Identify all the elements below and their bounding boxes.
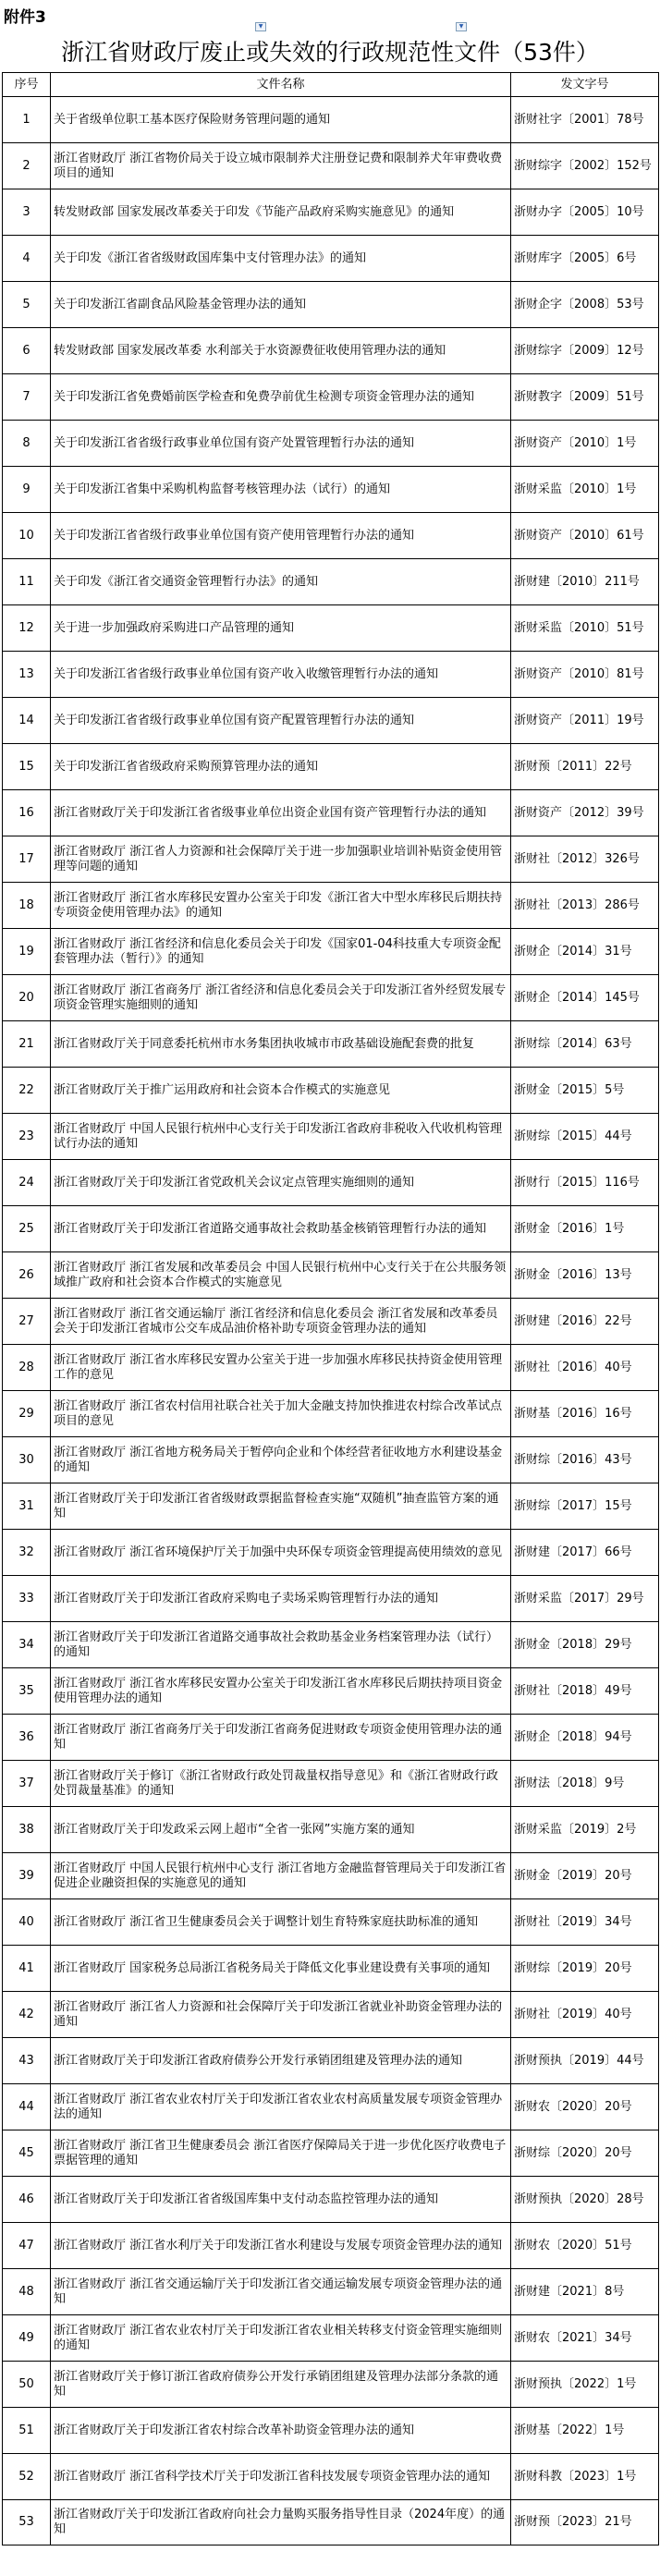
row-number-cell[interactable]: 23 (3, 1114, 51, 1160)
table-row (3, 2362, 659, 2408)
row-number-cell[interactable]: 36 (3, 1715, 51, 1761)
table-row (3, 1899, 659, 1946)
row-number-cell[interactable]: 50 (3, 2362, 51, 2408)
table-row (3, 1530, 659, 1576)
row-number-cell[interactable]: 3 (3, 189, 51, 236)
document-number-cell[interactable]: 浙财综〔2015〕44号 (511, 1114, 659, 1160)
document-number-cell[interactable]: 浙财资产〔2010〕81号 (511, 652, 659, 698)
document-number-cell[interactable]: 浙财建〔2021〕8号 (511, 2269, 659, 2315)
row-number-cell[interactable]: 17 (3, 836, 51, 883)
row-number-cell[interactable]: 5 (3, 282, 51, 328)
document-number-cell[interactable]: 浙财企〔2014〕31号 (511, 929, 659, 975)
table-row (3, 2500, 659, 2545)
row-number-cell[interactable]: 45 (3, 2130, 51, 2177)
row-number-cell[interactable]: 26 (3, 1252, 51, 1299)
table-row (3, 513, 659, 559)
document-number-cell[interactable]: 浙财农〔2020〕20号 (511, 2084, 659, 2130)
table-row (3, 1853, 659, 1899)
document-name-cell[interactable]: 浙江省财政厅 浙江省卫生健康委员会关于调整计划生育特殊家庭扶助标准的通知 (51, 1899, 511, 1946)
document-name-cell[interactable]: 浙江省财政厅 浙江省农业农村厅关于印发浙江省农业农村高质量发展专项资金管理办法的通知 (51, 2084, 511, 2130)
document-name-cell[interactable]: 浙江省财政厅 浙江省水库移民安置办公室关于印发浙江省水库移民后期扶持项目资金使用管理办法的通知 (51, 1668, 511, 1715)
document-name-cell[interactable]: 浙江省财政厅关于印发浙江省道路交通事故社会救助基金核销管理暂行办法的通知 (51, 1206, 511, 1252)
row-number-cell[interactable]: 32 (3, 1530, 51, 1576)
document-number-cell[interactable]: 浙财行〔2015〕116号 (511, 1160, 659, 1206)
row-number-cell[interactable]: 34 (3, 1622, 51, 1668)
document-number-cell[interactable]: 浙财预执〔2020〕28号 (511, 2177, 659, 2223)
table-row (3, 744, 659, 790)
document-name-cell[interactable]: 浙江省财政厅 浙江省商务厅关于印发浙江省商务促进财政专项资金使用管理办法的通知 (51, 1715, 511, 1761)
document-name-cell[interactable]: 浙江省财政厅 浙江省地方税务局关于暂停向企业和个体经营者征收地方水利建设基金的通知 (51, 1437, 511, 1483)
table-body (3, 97, 659, 2545)
row-number-cell[interactable]: 15 (3, 744, 51, 790)
document-name-cell[interactable]: 关于印发浙江省省级行政事业单位国有资产使用管理暂行办法的通知 (51, 513, 511, 559)
filter-dropdown-icon[interactable]: ▼ (456, 22, 467, 31)
row-number-cell[interactable]: 12 (3, 605, 51, 652)
document-name-cell[interactable]: 浙江省财政厅关于印发浙江省省级财政票据监督检查实施“双随机”抽查监管方案的通知 (51, 1483, 511, 1530)
table-row (3, 1576, 659, 1622)
row-number-cell[interactable]: 4 (3, 236, 51, 282)
table-row (3, 467, 659, 513)
document-name-cell[interactable]: 浙江省财政厅 浙江省人力资源和社会保障厅关于印发浙江省就业补助资金管理办法的通知 (51, 1992, 511, 2038)
table-row (3, 929, 659, 975)
document-name-cell[interactable]: 转发财政部 国家发展改革委 水利部关于水资源费征收使用管理办法的通知 (51, 328, 511, 374)
document-name-cell[interactable]: 转发财政部 国家发展改革委关于印发《节能产品政府采购实施意见》的通知 (51, 189, 511, 236)
table-row (3, 2408, 659, 2454)
document-name-cell[interactable]: 浙江省财政厅关于同意委托杭州市水务集团执收城市市政基础设施配套费的批复 (51, 1021, 511, 1068)
row-number-cell[interactable]: 33 (3, 1576, 51, 1622)
document-name-cell[interactable]: 浙江省财政厅关于印发浙江省政府债券公开发行承销团组建及管理办法的通知 (51, 2038, 511, 2084)
table-row (3, 1160, 659, 1206)
document-number-cell[interactable]: 浙财建〔2010〕211号 (511, 559, 659, 605)
document-name-cell[interactable]: 关于省级单位职工基本医疗保险财务管理问题的通知 (51, 97, 511, 143)
table-row (3, 1437, 659, 1483)
row-number-cell[interactable]: 19 (3, 929, 51, 975)
document-name-cell[interactable]: 浙江省财政厅 浙江省水利厅关于印发浙江省水利建设与发展专项资金管理办法的通知 (51, 2223, 511, 2269)
table-row (3, 1761, 659, 1807)
table-row (3, 1946, 659, 1992)
row-number-cell[interactable]: 35 (3, 1668, 51, 1715)
document-number-cell[interactable]: 浙财资产〔2011〕19号 (511, 698, 659, 744)
document-name-cell[interactable]: 浙江省财政厅 浙江省商务厅 浙江省经济和信息化委员会关于印发浙江省外经贸发展专项资金管理实施细则的通知 (51, 975, 511, 1021)
document-number-cell[interactable]: 浙财金〔2015〕5号 (511, 1068, 659, 1114)
table-row (3, 1345, 659, 1391)
table-row (3, 1206, 659, 1252)
document-number-cell[interactable]: 浙财综〔2019〕20号 (511, 1946, 659, 1992)
table-row (3, 1668, 659, 1715)
document-number-cell[interactable]: 浙财企字〔2008〕53号 (511, 282, 659, 328)
row-number-cell[interactable]: 20 (3, 975, 51, 1021)
header-doc-number: 发文字号 (511, 73, 659, 97)
filter-dropdown-icon[interactable]: ▼ (255, 22, 266, 31)
table-row (3, 2084, 659, 2130)
document-title: 浙江省财政厅废止或失效的行政规范性文件（53件） (61, 39, 599, 66)
table-row (3, 1715, 659, 1761)
document-name-cell[interactable]: 浙江省财政厅 浙江省物价局关于设立城市限制养犬注册登记费和限制养犬年审费收费项目的通知 (51, 143, 511, 189)
document-name-cell[interactable]: 浙江省财政厅 浙江省经济和信息化委员会关于印发《国家01-04科技重大专项资金配套管理办法（暂行）》的通知 (51, 929, 511, 975)
document-number-cell[interactable]: 浙财办字〔2005〕10号 (511, 189, 659, 236)
document-number-cell[interactable]: 浙财综字〔2009〕12号 (511, 328, 659, 374)
regulations-table (2, 72, 659, 2545)
table-row (3, 1622, 659, 1668)
table-row (3, 2223, 659, 2269)
table-row (3, 652, 659, 698)
document-number-cell[interactable]: 浙财基〔2022〕1号 (511, 2408, 659, 2454)
document-name-cell[interactable]: 浙江省财政厅关于修订浙江省政府债券公开发行承销团组建及管理办法部分条款的通知 (51, 2362, 511, 2408)
document-name-cell[interactable]: 浙江省财政厅 浙江省发展和改革委员会 中国人民银行杭州中心支行关于在公共服务领域推广政府和社会资本合作模式的实施意见 (51, 1252, 511, 1299)
document-number-cell[interactable]: 浙财金〔2019〕20号 (511, 1853, 659, 1899)
document-name-cell[interactable]: 关于印发浙江省省级政府采购预算管理办法的通知 (51, 744, 511, 790)
table-row (3, 698, 659, 744)
row-number-cell[interactable]: 44 (3, 2084, 51, 2130)
document-name-cell[interactable]: 关于进一步加强政府采购进口产品管理的通知 (51, 605, 511, 652)
document-name-cell[interactable]: 浙江省财政厅 浙江省农村信用社联合社关于加大金融支持加快推进农村综合改革试点项目的意见 (51, 1391, 511, 1437)
table-row (3, 421, 659, 467)
document-number-cell[interactable]: 浙财预〔2023〕21号 (511, 2500, 659, 2545)
document-number-cell[interactable]: 浙财资产〔2010〕61号 (511, 513, 659, 559)
document-number-cell[interactable]: 浙财企〔2014〕145号 (511, 975, 659, 1021)
document-name-cell[interactable]: 浙江省财政厅 浙江省水库移民安置办公室关于印发《浙江省大中型水库移民后期扶持专项资金使用管理办法》的通知 (51, 883, 511, 929)
table-row (3, 975, 659, 1021)
document-number-cell[interactable]: 浙财金〔2016〕13号 (511, 1252, 659, 1299)
header-name: 文件名称 (51, 73, 511, 97)
row-number-cell[interactable]: 31 (3, 1483, 51, 1530)
row-number-cell[interactable]: 30 (3, 1437, 51, 1483)
table-row (3, 1114, 659, 1160)
table-row (3, 2130, 659, 2177)
table-row (3, 2177, 659, 2223)
row-number-cell[interactable]: 47 (3, 2223, 51, 2269)
document-name-cell[interactable]: 关于印发《浙江省省级财政国库集中支付管理办法》的通知 (51, 236, 511, 282)
document-name-cell[interactable]: 关于印发浙江省省级行政事业单位国有资产处置管理暂行办法的通知 (51, 421, 511, 467)
document-number-cell[interactable]: 浙财教字〔2009〕51号 (511, 374, 659, 421)
document-number-cell[interactable]: 浙财综〔2014〕63号 (511, 1021, 659, 1068)
document-name-cell[interactable]: 浙江省财政厅关于印发浙江省政府采购电子卖场采购管理暂行办法的通知 (51, 1576, 511, 1622)
table-row (3, 2315, 659, 2362)
document-number-cell[interactable]: 浙财采监〔2010〕51号 (511, 605, 659, 652)
row-number-cell[interactable]: 14 (3, 698, 51, 744)
document-name-cell[interactable]: 关于印发浙江省集中采购机构监督考核管理办法（试行）的通知 (51, 467, 511, 513)
document-number-cell[interactable]: 浙财社字〔2001〕78号 (511, 97, 659, 143)
row-number-cell[interactable]: 52 (3, 2454, 51, 2500)
row-number-cell[interactable]: 11 (3, 559, 51, 605)
table-row (3, 97, 659, 143)
row-number-cell[interactable]: 40 (3, 1899, 51, 1946)
row-number-cell[interactable]: 8 (3, 421, 51, 467)
row-number-cell[interactable]: 29 (3, 1391, 51, 1437)
document-name-cell[interactable]: 浙江省财政厅关于印发浙江省政府向社会力量购买服务指导性目录（2024年度）的通知 (51, 2500, 511, 2545)
document-number-cell[interactable]: 浙财社〔2012〕326号 (511, 836, 659, 883)
row-number-cell[interactable]: 41 (3, 1946, 51, 1992)
document-name-cell[interactable]: 浙江省财政厅 浙江省科学技术厅关于印发浙江省科技发展专项资金管理办法的通知 (51, 2454, 511, 2500)
table-row (3, 282, 659, 328)
table-row (3, 236, 659, 282)
table-row (3, 1252, 659, 1299)
document-name-cell[interactable]: 浙江省财政厅 浙江省交通运输厅 浙江省经济和信息化委员会 浙江省发展和改革委员会关于印发浙江省城市公交车成品油价格补助专项资金管理办法的通知 (51, 1299, 511, 1345)
row-number-cell[interactable]: 9 (3, 467, 51, 513)
table-header-row (3, 73, 659, 97)
row-number-cell[interactable]: 13 (3, 652, 51, 698)
table-row (3, 836, 659, 883)
table-row (3, 1807, 659, 1853)
row-number-cell[interactable]: 16 (3, 790, 51, 836)
table-row (3, 328, 659, 374)
document-number-cell[interactable]: 浙财综〔2017〕15号 (511, 1483, 659, 1530)
table-row (3, 1483, 659, 1530)
document-number-cell[interactable]: 浙财社〔2013〕286号 (511, 883, 659, 929)
row-number-cell[interactable]: 42 (3, 1992, 51, 2038)
document-name-cell[interactable]: 浙江省财政厅 中国人民银行杭州中心支行 浙江省地方金融监督管理局关于印发浙江省促进企业融资担保的实施意见的通知 (51, 1853, 511, 1899)
row-number-cell[interactable]: 43 (3, 2038, 51, 2084)
document-number-cell[interactable]: 浙财预执〔2022〕1号 (511, 2362, 659, 2408)
document-number-cell[interactable]: 浙财资产〔2012〕39号 (511, 790, 659, 836)
row-number-cell[interactable]: 51 (3, 2408, 51, 2454)
table-row (3, 605, 659, 652)
document-name-cell[interactable]: 浙江省财政厅 中国人民银行杭州中心支行关于印发浙江省政府非税收入代收机构管理试行办法的通知 (51, 1114, 511, 1160)
document-number-cell[interactable]: 浙财基〔2016〕16号 (511, 1391, 659, 1437)
table-row (3, 2269, 659, 2315)
document-number-cell[interactable]: 浙财企〔2018〕94号 (511, 1715, 659, 1761)
document-name-cell[interactable]: 浙江省财政厅关于修订《浙江省财政行政处罚裁量权指导意见》和《浙江省财政行政处罚裁量基准》的通知 (51, 1761, 511, 1807)
row-number-cell[interactable]: 21 (3, 1021, 51, 1068)
table-row (3, 1391, 659, 1437)
table-row (3, 559, 659, 605)
document-number-cell[interactable]: 浙财建〔2017〕66号 (511, 1530, 659, 1576)
document-name-cell[interactable]: 浙江省财政厅 浙江省农业农村厅关于印发浙江省农业相关转移支付资金管理实施细则的通知 (51, 2315, 511, 2362)
document-number-cell[interactable]: 浙财资产〔2010〕1号 (511, 421, 659, 467)
table-row (3, 790, 659, 836)
table-row (3, 883, 659, 929)
table-row (3, 374, 659, 421)
document-number-cell[interactable]: 浙财采监〔2010〕1号 (511, 467, 659, 513)
row-number-cell[interactable]: 6 (3, 328, 51, 374)
document-number-cell[interactable]: 浙财建〔2016〕22号 (511, 1299, 659, 1345)
table-row (3, 2454, 659, 2500)
row-number-cell[interactable]: 48 (3, 2269, 51, 2315)
header-no: 序号 (3, 73, 51, 97)
row-number-cell[interactable]: 39 (3, 1853, 51, 1899)
document-number-cell[interactable]: 浙财法〔2018〕9号 (511, 1761, 659, 1807)
row-number-cell[interactable]: 2 (3, 143, 51, 189)
document-name-cell[interactable]: 浙江省财政厅 浙江省环境保护厅关于加强中央环保专项资金管理提高使用绩效的意见 (51, 1530, 511, 1576)
document-number-cell[interactable]: 浙财社〔2018〕49号 (511, 1668, 659, 1715)
document-name-cell[interactable]: 关于印发《浙江省交通资金管理暂行办法》的通知 (51, 559, 511, 605)
document-name-cell[interactable]: 浙江省财政厅关于印发政采云网上超市“全省一张网”实施方案的通知 (51, 1807, 511, 1853)
document-name-cell[interactable]: 浙江省财政厅关于印发浙江省道路交通事故社会救助基金业务档案管理办法（试行）的通知 (51, 1622, 511, 1668)
document-name-cell[interactable]: 关于印发浙江省副食品风险基金管理办法的通知 (51, 282, 511, 328)
row-number-cell[interactable]: 46 (3, 2177, 51, 2223)
document-number-cell[interactable]: 浙财预执〔2019〕44号 (511, 2038, 659, 2084)
row-number-cell[interactable]: 18 (3, 883, 51, 929)
document-name-cell[interactable]: 浙江省财政厅关于推广运用政府和社会资本合作模式的实施意见 (51, 1068, 511, 1114)
document-name-cell[interactable]: 浙江省财政厅关于印发浙江省省级国库集中支付动态监控管理办法的通知 (51, 2177, 511, 2223)
table-row (3, 143, 659, 189)
table-row (3, 1068, 659, 1114)
row-number-cell[interactable]: 28 (3, 1345, 51, 1391)
document-number-cell[interactable]: 浙财社〔2016〕40号 (511, 1345, 659, 1391)
row-number-cell[interactable]: 22 (3, 1068, 51, 1114)
document-number-cell[interactable]: 浙财金〔2016〕1号 (511, 1206, 659, 1252)
row-number-cell[interactable]: 38 (3, 1807, 51, 1853)
document-name-cell[interactable]: 关于印发浙江省免费婚前医学检查和免费孕前优生检测专项资金管理办法的通知 (51, 374, 511, 421)
document-name-cell[interactable]: 浙江省财政厅 浙江省交通运输厅关于印发浙江省交通运输发展专项资金管理办法的通知 (51, 2269, 511, 2315)
table-row (3, 189, 659, 236)
row-number-cell[interactable]: 37 (3, 1761, 51, 1807)
table-row (3, 2038, 659, 2084)
document-number-cell[interactable]: 浙财社〔2019〕34号 (511, 1899, 659, 1946)
table-row (3, 1992, 659, 2038)
row-number-cell[interactable]: 49 (3, 2315, 51, 2362)
document-name-cell[interactable]: 浙江省财政厅 国家税务总局浙江省税务局关于降低文化事业建设费有关事项的通知 (51, 1946, 511, 1992)
document-number-cell[interactable]: 浙财农〔2021〕34号 (511, 2315, 659, 2362)
document-name-cell[interactable]: 浙江省财政厅关于印发浙江省省级事业单位出资企业国有资产管理暂行办法的通知 (51, 790, 511, 836)
table-row (3, 1021, 659, 1068)
document-number-cell[interactable]: 浙财综字〔2002〕152号 (511, 143, 659, 189)
document-number-cell[interactable]: 浙财采监〔2017〕29号 (511, 1576, 659, 1622)
row-number-cell[interactable]: 53 (3, 2500, 51, 2545)
document-number-cell[interactable]: 浙财预〔2011〕22号 (511, 744, 659, 790)
document-name-cell[interactable]: 浙江省财政厅关于印发浙江省农村综合改革补助资金管理办法的通知 (51, 2408, 511, 2454)
document-name-cell[interactable]: 浙江省财政厅 浙江省卫生健康委员会 浙江省医疗保障局关于进一步优化医疗收费电子票据管理的通知 (51, 2130, 511, 2177)
row-number-cell[interactable]: 24 (3, 1160, 51, 1206)
document-number-cell[interactable]: 浙财综〔2020〕20号 (511, 2130, 659, 2177)
document-number-cell[interactable]: 浙财科教〔2023〕1号 (511, 2454, 659, 2500)
document-name-cell[interactable]: 关于印发浙江省省级行政事业单位国有资产收入收缴管理暂行办法的通知 (51, 652, 511, 698)
row-number-cell[interactable]: 27 (3, 1299, 51, 1345)
document-number-cell[interactable]: 浙财农〔2020〕51号 (511, 2223, 659, 2269)
row-number-cell[interactable]: 7 (3, 374, 51, 421)
document-name-cell[interactable]: 关于印发浙江省省级行政事业单位国有资产配置管理暂行办法的通知 (51, 698, 511, 744)
row-number-cell[interactable]: 25 (3, 1206, 51, 1252)
row-number-cell[interactable]: 10 (3, 513, 51, 559)
attachment-label: 附件3 (4, 8, 46, 27)
row-number-cell[interactable]: 1 (3, 97, 51, 143)
document-name-cell[interactable]: 浙江省财政厅 浙江省水库移民安置办公室关于进一步加强水库移民扶持资金使用管理工作的意见 (51, 1345, 511, 1391)
document-number-cell[interactable]: 浙财综〔2016〕43号 (511, 1437, 659, 1483)
document-number-cell[interactable]: 浙财采监〔2019〕2号 (511, 1807, 659, 1853)
document-number-cell[interactable]: 浙财库字〔2005〕6号 (511, 236, 659, 282)
document-number-cell[interactable]: 浙财金〔2018〕29号 (511, 1622, 659, 1668)
document-name-cell[interactable]: 浙江省财政厅关于印发浙江省党政机关会议定点管理实施细则的通知 (51, 1160, 511, 1206)
document-name-cell[interactable]: 浙江省财政厅 浙江省人力资源和社会保障厅关于进一步加强职业培训补贴资金使用管理等问题的通知 (51, 836, 511, 883)
document-number-cell[interactable]: 浙财社〔2019〕40号 (511, 1992, 659, 2038)
table-row (3, 1299, 659, 1345)
